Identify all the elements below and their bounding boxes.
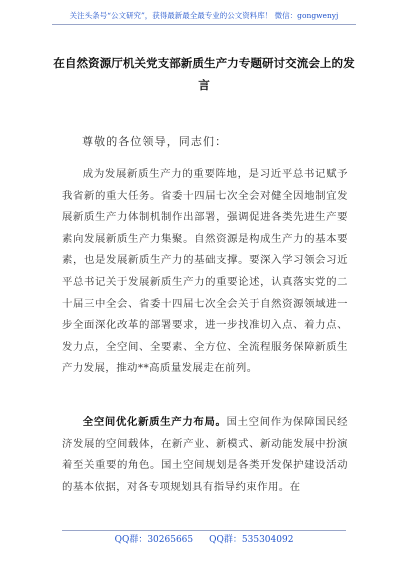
document-title: 在自然资源厅机关党支部新质生产力专题研讨交流会上的发言 [53, 56, 355, 92]
footer-qq-group-2: QQ群：535304092 [209, 535, 294, 545]
header-banner: 关注头条号“公文研究”，获得最新最全最专业的公文资料库！ 微信：gongwenyj [69, 11, 339, 20]
paragraph [62, 164, 348, 380]
paragraph-lead: 全空间优化新质生产力布局。 [82, 416, 227, 428]
footer-qq-group-1: QQ群：30265665 [114, 535, 194, 545]
paragraph-text: 国土空间作为保障国民经济发展的空间载体，在新产业、新模式、新动能发展中扮演着至关重要的角色。国土空间规划是各类开发保护建设活动的基本依据，对各专项规划具有指导约束作用。在 [62, 416, 348, 493]
paragraph [62, 412, 348, 498]
salutation: 尊敬的各位领导，同志们： [82, 135, 228, 148]
footer-divider [62, 530, 346, 531]
paragraph-text: 成为发展新质生产力的重要阵地，是习近平总书记赋予我省新的重大任务。省委十四届七次全会对健全因地制宜发展新质生产力体制机制作出部署，强调促进各类先进生产要素向发展新质生产力集聚。自然资源是构成生产力的基本要素，也是发展新质生产力的基础支撑。要深入学习领会习近平总书记关于发展新质生产力的重要论述，认真落实党的二十届三中全会、省委十四届七次全会关于自然资源领域进一步全面深化改革的部署要求，进一步找准切入点、着力点、发力点，全空间、全要素、全方位、全流程服务保障新质生产力发展，推动**高质量发展走在前列。 [62, 168, 348, 375]
footer [0, 533, 408, 547]
header-divider [52, 24, 356, 25]
